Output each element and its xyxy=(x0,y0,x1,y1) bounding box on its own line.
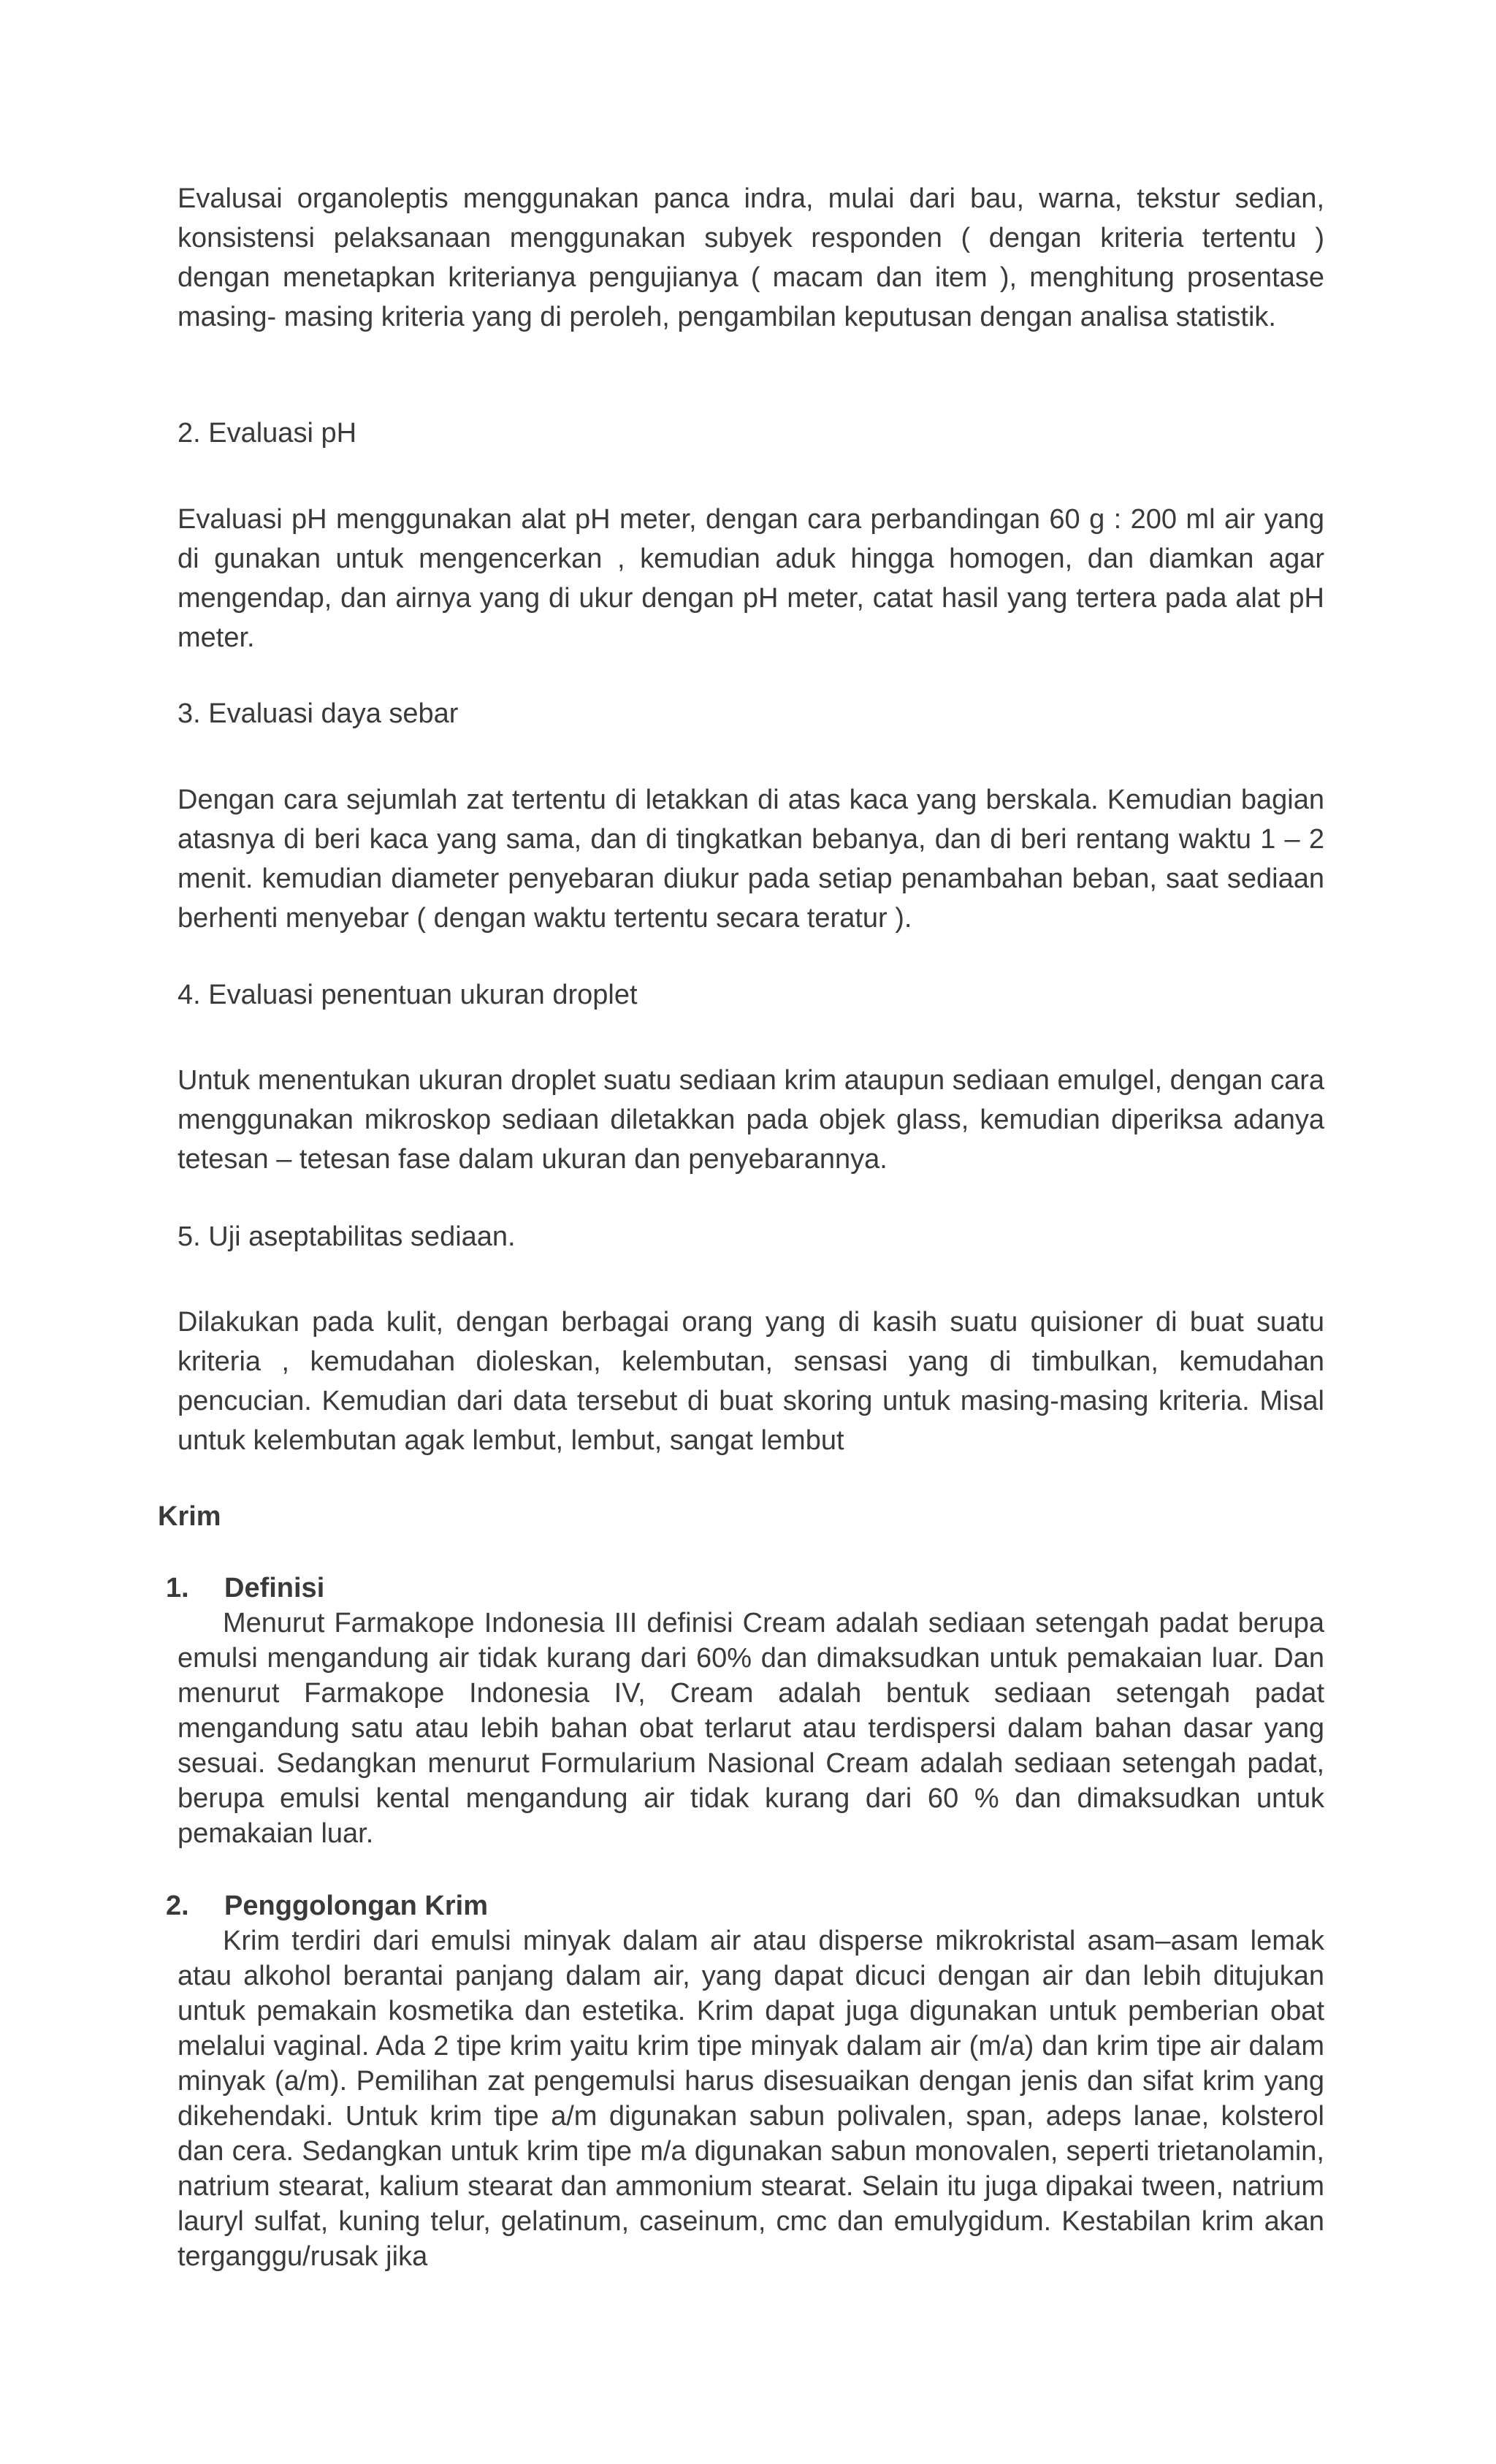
classification-number: 2. xyxy=(166,1891,189,1921)
ph-paragraph: Evaluasi pH menggunakan alat pH meter, dengan cara perbandingan 60 g : 200 ml air yang di gunakan untuk mengencerkan , kemudian aduk hingga homogen, dan diamkan agar mengendap, dan airnya yang di ukur dengan pH meter, catat hasil yang tertera pada alat pH meter. xyxy=(178,504,1324,653)
acceptability-heading: 5. Uji aseptabilitas sediaan. xyxy=(178,1221,516,1252)
acceptability-paragraph: Dilakukan pada kulit, dengan berbagai orang yang di kasih suatu quisioner di buat suatu kriteria , kemudahan dioleskan, kelembutan, sensasi yang di timbulkan, kemudahan pencucian. Kemudian dari data tersebut di buat skoring untuk masing-masing kriteria. Misal untuk kelembutan agak lembut, lembut, sangat lembut xyxy=(178,1307,1324,1456)
definition-paragraph: Menurut Farmakope Indonesia III definisi Cream adalah sediaan setengah padat berupa emulsi mengandung air tidak kurang dari 60% dan dimaksudkan untuk pemakaian luar. Dan menurut Farmakope Indonesia IV, Cream adalah bentuk sediaan setengah padat mengandung satu atau lebih bahan obat terlarut atau terdispersi dalam bahan dasar yang sesuai. Sedangkan menurut Formularium Nasional Cream adalah sediaan setengah padat, berupa emulsi kental mengandung air tidak kurang dari 60 % dan dimaksudkan untuk pemakaian luar. xyxy=(178,1608,1324,1849)
classification-paragraph: Krim terdiri dari emulsi minyak dalam air atau disperse mikrokristal asam–asam lemak atau alkohol berantai panjang dalam air, yang dapat dicuci dengan air dan lebih ditujukan untuk pemakain kosmetika dan estetika. Krim dapat juga digunakan untuk pemberian obat melalui vaginal. Ada 2 tipe krim yaitu krim tipe minyak dalam air (m/a) dan krim tipe air dalam minyak (a/m). Pemilihan zat pengemulsi harus disesuaikan dengan jenis dan sifat krim yang dikehendaki. Untuk krim tipe a/m digunakan sabun polivalen, span, adeps lanae, kolsterol dan cera. Sedangkan untuk krim tipe m/a digunakan sabun monovalen, seperti trietanolamin, natrium stearat, kalium stearat dan ammonium stearat. Selain itu juga dipakai tween, natrium lauryl sulfat, kuning telur, gelatinum, caseinum, cmc dan emulygidum. Kestabilan krim akan terganggu/rusak jika xyxy=(178,1926,1324,2272)
droplet-paragraph: Untuk menentukan ukuran droplet suatu sediaan krim ataupun sediaan emulgel, dengan cara menggunakan mikroskop sediaan diletakkan pada objek glass, kemudian diperiksa adanya tetesan – tetesan fase dalam ukuran dan penyebarannya. xyxy=(178,1065,1324,1175)
classification-title: Penggolongan Krim xyxy=(224,1891,488,1921)
definition-title: Definisi xyxy=(224,1573,325,1603)
droplet-heading: 4. Evaluasi penentuan ukuran droplet xyxy=(178,980,638,1010)
definition-number: 1. xyxy=(166,1573,189,1603)
definition-heading xyxy=(166,1571,324,1606)
spread-paragraph: Dengan cara sejumlah zat tertentu di letakkan di atas kaca yang berskala. Kemudian bagian atasnya di beri kaca yang sama, dan di tingkatkan bebanya, dan di beri rentang waktu 1 – 2 menit. kemudian diameter penyebaran diukur pada setiap penambahan beban, saat sediaan berhenti menyebar ( dengan waktu tertentu secara teratur ). xyxy=(178,785,1324,934)
classification-heading xyxy=(166,1888,488,1923)
ph-heading: 2. Evaluasi pH xyxy=(178,418,357,449)
krim-section-title: Krim xyxy=(158,1501,221,1532)
spread-heading: 3. Evaluasi daya sebar xyxy=(178,698,459,729)
organoleptic-paragraph: Evalusai organoleptis menggunakan panca indra, mulai dari bau, warna, tekstur sedian, konsistensi pelaksanaan menggunakan subyek responden ( dengan kriteria tertentu ) dengan menetapkan kriterianya pengujianya ( macam dan item ), menghitung prosentase masing- masing kriteria yang di peroleh, pengambilan keputusan dengan analisa statistik. xyxy=(178,183,1324,332)
